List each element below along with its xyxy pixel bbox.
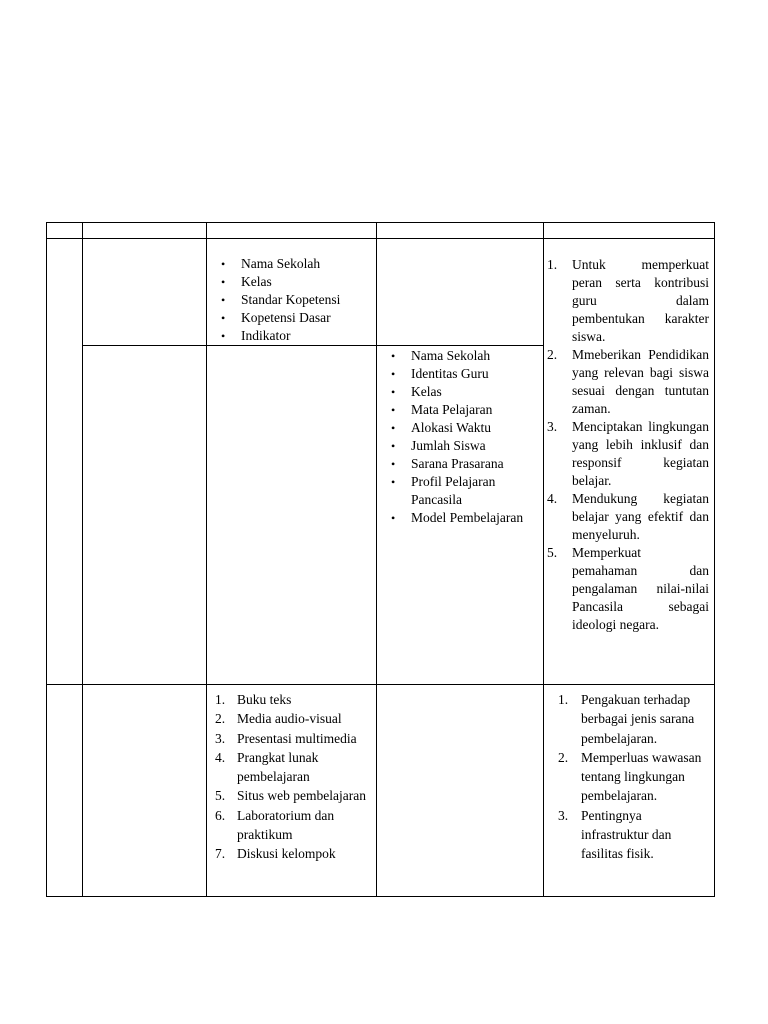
list-item: 5. Memperkuat pemahaman dan pengalaman nilai-nilai Pancasila sebagai ideologi negara. [547, 545, 709, 632]
list-item: • Kelas [207, 273, 376, 291]
header-cell [83, 223, 207, 239]
list-item: 3. Pentingnya infrastruktur dan fasilitas fisik. [558, 807, 672, 862]
list-item: 3. Menciptakan lingkungan yang lebih inklusif dan responsif kegiatan belajar. [547, 419, 709, 488]
list-item: • Alokasi Waktu [377, 419, 537, 437]
list-item: • Kelas [377, 383, 537, 401]
list-item: 5. Situs web pembelajaran [215, 788, 366, 804]
list-item: 4. Mendukung kegiatan belajar yang efektif dan menyeluruh. [547, 491, 709, 542]
goals-cell [544, 239, 715, 685]
empty-cell [207, 346, 377, 685]
list-item: 1. Buku teks [215, 692, 292, 707]
empty-cell [83, 685, 207, 897]
identity-bullet-list [377, 346, 543, 527]
component-bullet-list [207, 239, 376, 345]
list-item: 1. Pengakuan terhadap berbagai jenis sarana pembelajaran. [558, 692, 695, 746]
table-header-row [47, 223, 715, 239]
list-item: • Standar Kopetensi [207, 291, 376, 309]
list-item: 3. Presentasi multimedia [215, 730, 357, 746]
list-item: • Nama Sekolah [377, 347, 537, 365]
list-item: • Kopetensi Dasar [207, 309, 376, 327]
list-item: • Nama Sekolah [207, 255, 376, 273]
list-item: 6. Laboratorium dan praktikum [215, 807, 335, 843]
content-table [46, 222, 715, 897]
outcomes-list [547, 690, 708, 864]
table-row [47, 239, 715, 346]
number-cell [47, 685, 83, 897]
list-item: 2. Media audio-visual [215, 711, 342, 727]
list-item: 2. Memperluas wawasan tentang lingkungan pembelajaran. [558, 749, 702, 804]
learning-media-list [210, 690, 370, 864]
list-item: 2. Mmeberikan Pendidikan yang relevan bagi siswa sesuai dengan tuntutan zaman. [547, 347, 709, 416]
empty-cell [377, 239, 544, 346]
list-item: 4. Prangkat lunak pembelajaran [215, 749, 319, 785]
list-item: • Jumlah Siswa [377, 437, 537, 455]
list-item: • Mata Pelajaran [377, 401, 537, 419]
list-item: • Profil Pelajaran Pancasila [377, 473, 537, 509]
empty-cell [377, 685, 544, 897]
header-cell [47, 223, 83, 239]
list-item: 1. Untuk memperkuat peran serta kontribusi guru dalam pembentukan karakter siswa. [547, 257, 709, 344]
header-cell [377, 223, 544, 239]
table-row [47, 685, 715, 897]
outcomes-cell [544, 685, 715, 897]
empty-cell [83, 239, 207, 346]
goals-list [547, 256, 709, 634]
list-item: • Indikator [207, 327, 376, 345]
header-cell [544, 223, 715, 239]
learning-media-cell [207, 685, 377, 897]
number-cell [47, 239, 83, 685]
list-item: 7. Diskusi kelompok [215, 846, 336, 862]
empty-cell [83, 346, 207, 685]
list-item: • Sarana Prasarana [377, 455, 537, 473]
list-item: • Identitas Guru [377, 365, 537, 383]
identity-list-cell [377, 346, 544, 685]
component-list-cell [207, 239, 377, 346]
header-cell [207, 223, 377, 239]
list-item: • Model Pembelajaran [377, 509, 537, 527]
